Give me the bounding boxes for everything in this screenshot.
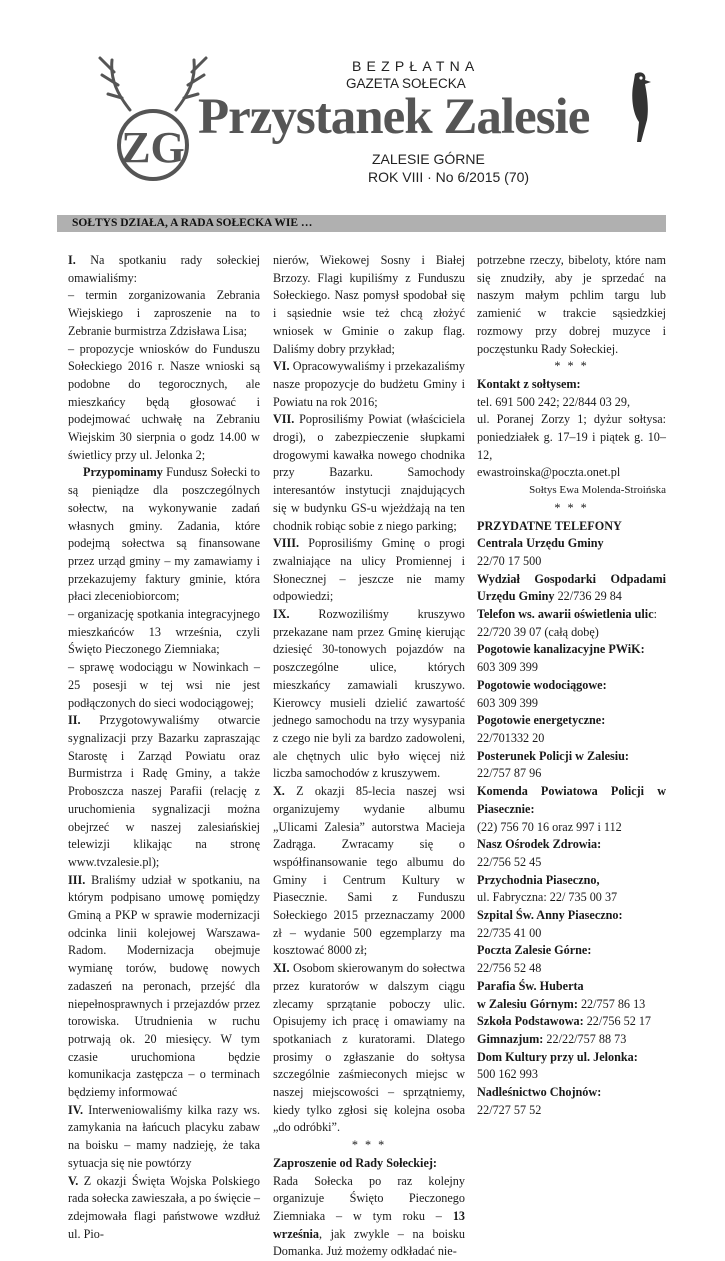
paragraph: Dom Kultury przy ul. Jelonka: (477, 1049, 638, 1064)
paragraph: – termin zorganizowania Zebrania Wiejskiego i zaproszenie na to Zebranie burmistrza Zdzisława Lisa; (68, 288, 260, 338)
paragraph: 22/756 52 45 (477, 854, 542, 869)
paragraph: II. Przygotowywaliśmy otwarcie sygnalizacji przy Bazarku zapraszając Starostę i Zarząd Powiatu oraz Burmistrza i Radę Gminy, a także Proboszcza naszej Parafii (relację z uruchomienia sygnalizacji można obejrzeć w naszej zalesiańskiej telewizji klikając na stronę www.tvzalesie.pl); (68, 713, 260, 869)
paragraph: Szpital Św. Anny Piaseczno: (477, 908, 623, 923)
logo-letters: ZG (121, 123, 185, 172)
paragraph: ul. Poranej Zorzy 1; dyżur sołtysa: poniedziałek g. 17–19 i piątek g. 10–12, (477, 412, 666, 462)
paragraph: 22/757 87 96 (477, 766, 542, 781)
newspaper-title: Przystanek Zalesie (198, 89, 590, 145)
article-column-1 (68, 252, 260, 1243)
paragraph: – propozycje wniosków do Funduszu Sołeckiego 2016 r. Nasze wnioski są podobne do tegorocznych, ale mieszkańcy będą głosować i podejmować uchwałę na Zebraniu Wiejskim 30 sierpnia o godz 14.00 w świetlicy przy ul. Jelonka 2; (68, 341, 260, 462)
free-label: BEZPŁATNA (352, 58, 480, 74)
paragraph: Zaproszenie od Rady Sołeckiej: (273, 1155, 437, 1170)
paragraph: X. Z okazji 85-lecia naszej wsi organizujemy wydanie albumu „Ulicami Zalesia” autorstwa Macieja Zadrąga. Zwracamy się o współfinansowanie tego albumu do Gminy i Centrum Kultury w Piasecznie. Sami z Funduszu Sołeckiego 2015 przeznaczamy 2000 zł – wydanie 500 egzemplarzy ma kosztować 8000 zł; (273, 784, 465, 958)
paragraph: V. Z okazji Święta Wojska Polskiego rada sołecka zawieszała, a po święcie – zdejmowała flagi państwowe wzdłuż ul. Pio- (68, 1173, 260, 1241)
section-separator: * * * (554, 500, 589, 515)
paragraph: Przypominamy Fundusz Sołecki to są pieniądze dla poszczególnych sołectw, na wykonywanie zadań własnych gminy. Zadania, które podejmą sołectwa są finansowane przez urząd gminy – my zamawiamy i przekazujemy faktury gminie, która płaci zleceniobiorcom; (68, 465, 260, 604)
paragraph: nierów, Wiekowej Sosny i Białej Brzozy. Flagi kupiliśmy z Funduszu Sołeckiego. Nasz pomysł spodobał się i sąsiednie wsie też chcą złożyć wniosek w Gminie o zakup flag. Daliśmy dobry przykład; (273, 253, 465, 356)
paragraph: Poczta Zalesie Górne: (477, 943, 592, 958)
paragraph: – sprawę wodociągu w Nowinkach – 25 posesji w tej wsi nie jest podłączonych do sieci wodociągowej; (68, 660, 260, 710)
paragraph: Pogotowie wodociągowe: (477, 677, 607, 692)
paragraph: Komenda Powiatowa Policji w Piasecznie: (477, 784, 666, 816)
paragraph: III. Braliśmy udział w spotkaniu, na którym podpisano umowę pomiędzy Gminą a PKP w sprawie modernizacji odcinka linii kolejowej Warszawa-Radom. Modernizacja obejmuje wymianę torów, budowę nowych zadaszeń na peronach, przejść dla niepełnosprawnych i przejazdów przez torowiska. Utrudnienia w ruchu potrwają ok. 20 miesięcy. W tym czasie uruchomiona będzie komunikacja zastępcza – o terminach będziemy informować (68, 872, 260, 1100)
paragraph: ul. Fabryczna: 22/ 735 00 37 (477, 890, 618, 905)
paragraph: IV. Interweniowaliśmy kilka razy ws. zamykania na łańcuch placyku zabaw na boisku – mamy nadzieję, że taka sytuacja się nie powtórzy (68, 1102, 260, 1170)
paragraph: IX. Rozwoziliśmy kruszywo przekazane nam przez Gminę kierując dziesięć 30-tonowych pojazdów na poszczególne ulice, których mieszkańcy zamawiali kruszywo. Kierowcy musieli dzielić zawartość jednego samochodu na trzy wysypania z czego nie byli za bardzo zadowoleni, ale chętnych ulic było więcej niż liczba samochodów z kruszywem. (273, 607, 465, 781)
paragraph: 500 162 993 (477, 1067, 538, 1082)
paragraph: Kontakt z sołtysem: (477, 376, 581, 391)
paragraph: 603 309 399 (477, 695, 538, 710)
paragraph: 22/720 39 07 (całą dobę) (477, 624, 599, 639)
paragraph: w Zalesiu Górnym: 22/757 86 13 (477, 996, 646, 1011)
paragraph: Pogotowie kanalizacyjne PWiK: (477, 642, 645, 657)
paragraph: 22/701332 20 (477, 730, 545, 745)
paragraph: PRZYDATNE TELEFONY (477, 518, 622, 533)
paragraph: 603 309 399 (477, 660, 538, 675)
paragraph: XI. Osobom skierowanym do sołectwa przez kuratorów w dalszym ciągu zlecamy sprzątanie poboczy ulic. Opisujemy ich pracę i omawiamy na spotkaniach z kuratorami. Dlatego prosimy o zgłaszanie do sołtysa szczególnie zaśmieconych miejsc w naszej miejscowości – sprzątniemy, kiedy tylko zgłosi się kolejna osoba „do odróbki”. (273, 961, 465, 1135)
paragraph: Szkoła Podstawowa: 22/756 52 17 (477, 1014, 652, 1029)
issue-number: ROK VIII · No 6/2015 (70) (368, 169, 530, 185)
paragraph: 22/756 52 48 (477, 961, 542, 976)
paragraph: Nadleśnictwo Chojnów: (477, 1085, 602, 1100)
paragraph: Parafia Św. Huberta (477, 978, 584, 993)
paragraph: 22/735 41 00 (477, 925, 542, 940)
paragraph: Pogotowie energetyczne: (477, 713, 606, 728)
section-separator: * * * (351, 1138, 387, 1153)
paragraph: I. Na spotkaniu rady sołeckiej omawialiśmy: (68, 253, 260, 285)
paragraph: Telefon ws. awarii oświetlenia ulic: (477, 607, 657, 622)
paragraph: Wydział Gospodarki Odpadami Urzędu Gminy 22/736 29 84 (477, 571, 666, 604)
article-column-2 (273, 252, 465, 1261)
paragraph: tel. 691 500 242; 22/844 03 29, (477, 394, 631, 409)
paragraph: – organizację spotkania integracyjnego mieszkańców 13 września, czyli Święto Pieczonego Ziemniaka; (68, 607, 260, 657)
paragraph: Centrala Urzędu Gminy (477, 536, 604, 551)
paragraph: Posterunek Policji w Zalesiu: (477, 748, 629, 763)
paragraph: VIII. Poprosiliśmy Gminę o progi zwalniające na ulicy Promiennej i Słonecznej – jeszcze nie mamy odpowiedzi; (273, 536, 465, 604)
bird-icon (617, 68, 659, 148)
paragraph: potrzebne rzeczy, bibeloty, które nam się znudziły, aby je sprzedać na naszym małym pchlim targu lub zamienić w trakcie sąsiedzkiej rozmowy przy dobrej muzyce i poczęstunku Rady Sołeckiej. (477, 253, 666, 356)
paragraph: Sołtys Ewa Molenda-Stroińska (529, 484, 666, 497)
paragraph: Gimnazjum: 22/22/757 88 73 (477, 1031, 627, 1046)
article-column-3 (477, 252, 666, 1119)
paragraph: 22/70 17 500 (477, 553, 542, 568)
section-separator: * * * (554, 359, 589, 374)
paragraph: 22/727 57 52 (477, 1102, 542, 1117)
paragraph: Rada Sołecka po raz kolejny organizuje Święto Pieczonego Ziemniaka – w tym roku – 13 września, jak zwykle – na boisku Domanka. Już możemy odkładać nie- (273, 1173, 465, 1259)
masthead (0, 0, 725, 200)
section-title: SOŁTYS DZIAŁA, A RADA SOŁECKA WIE … (72, 217, 313, 229)
place-name: ZALESIE GÓRNE (372, 151, 485, 167)
newspaper-subtitle: GAZETA SOŁECKA (346, 76, 466, 91)
paragraph: Przychodnia Piaseczno, (477, 872, 600, 887)
paragraph[interactable]: ewastroinska@poczta.onet.pl (477, 465, 621, 480)
paragraph: Nasz Ośrodek Zdrowia: (477, 837, 602, 852)
paragraph: (22) 756 70 16 oraz 997 i 112 (477, 819, 622, 834)
paragraph: VI. Opracowywaliśmy i przekazaliśmy nasze propozycje do budżetu Gminy i Powiatu na rok 2016; (273, 359, 465, 409)
paragraph: VII. Poprosiliśmy Powiat (właściciela drogi), o zabezpieczenie słupkami drogowymi kawałka nowego chodnika przy Bazarku. Samochody interesantów instytucji znajdujących się w budynku GS-u wjeżdżają na ten chodnik robiąc sobie z niego parking; (273, 412, 465, 533)
